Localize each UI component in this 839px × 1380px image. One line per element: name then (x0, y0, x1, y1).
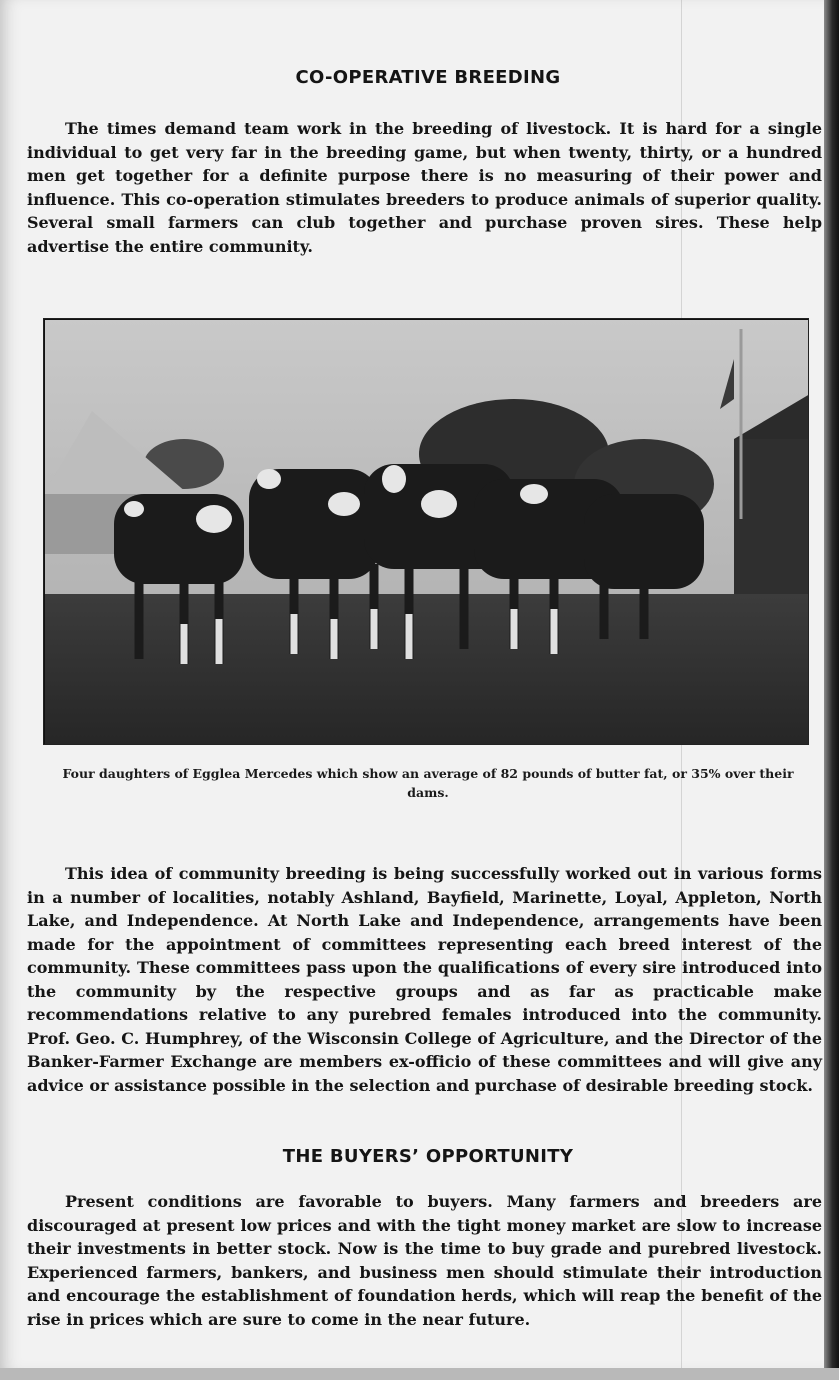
paragraph-cooperative-breeding: The times demand team work in the breeding of livestock. It is hard for a single individual to get very far in the breeding game, but when twenty, thirty, or a hundred men get together for a definite purpose there is no measuring of their power and influence. This co-operation stimulates breeders to produce animals of superior quality. Several small farmers can club together and purchase proven sires. These help advertise the entire community. (27, 119, 822, 256)
section-heading-buyers-opportunity: THE BUYERS’ OPPORTUNITY (282, 1146, 574, 1167)
cattle-photo-illustration (44, 319, 809, 745)
paragraph-community-breeding: This idea of community breeding is being successfully worked out in various forms in a number of localities, notably Ashland, Bayfield, Marinette, Loyal, Appleton, North Lake, and Independence. At North Lake and Independence, arrangements have been made for the appointment of committees representing each breed interest of the community. These committees pass upon the qualifications of every sire introduced into the community by the respective groups and as far as practicable make recommendations relative to any purebred females introduced into the community. Prof. Geo. C. Humphrey, of the Wisconsin College of Agriculture, and the Director of the Banker-Farmer Exchange are members ex-officio of these committees and will give any advice or assistance possible in the selection and purchase of desirable breeding stock. (27, 864, 822, 1095)
photo-caption: Four daughters of Egglea Mercedes which show an average of 82 pounds of butter fat, or 35% over their dams. (62, 766, 794, 800)
section-heading-cooperative-breeding: CO-OPERATIVE BREEDING (295, 67, 561, 88)
cattle-photograph (43, 318, 809, 745)
page-bottom-edge (0, 1368, 839, 1380)
page-spine-shadow (824, 0, 839, 1380)
paragraph-buyers-opportunity: Present conditions are favorable to buyers. Many farmers and breeders are discouraged at present low prices and with the tight money market are slow to increase their investments in better stock. Now is the time to buy grade and purebred livestock. Experienced farmers, bankers, and business men should stimulate their introduction and encourage the establishment of foundation herds, which will reap the benefit of the rise in prices which are sure to come in the near future. (27, 1192, 822, 1329)
